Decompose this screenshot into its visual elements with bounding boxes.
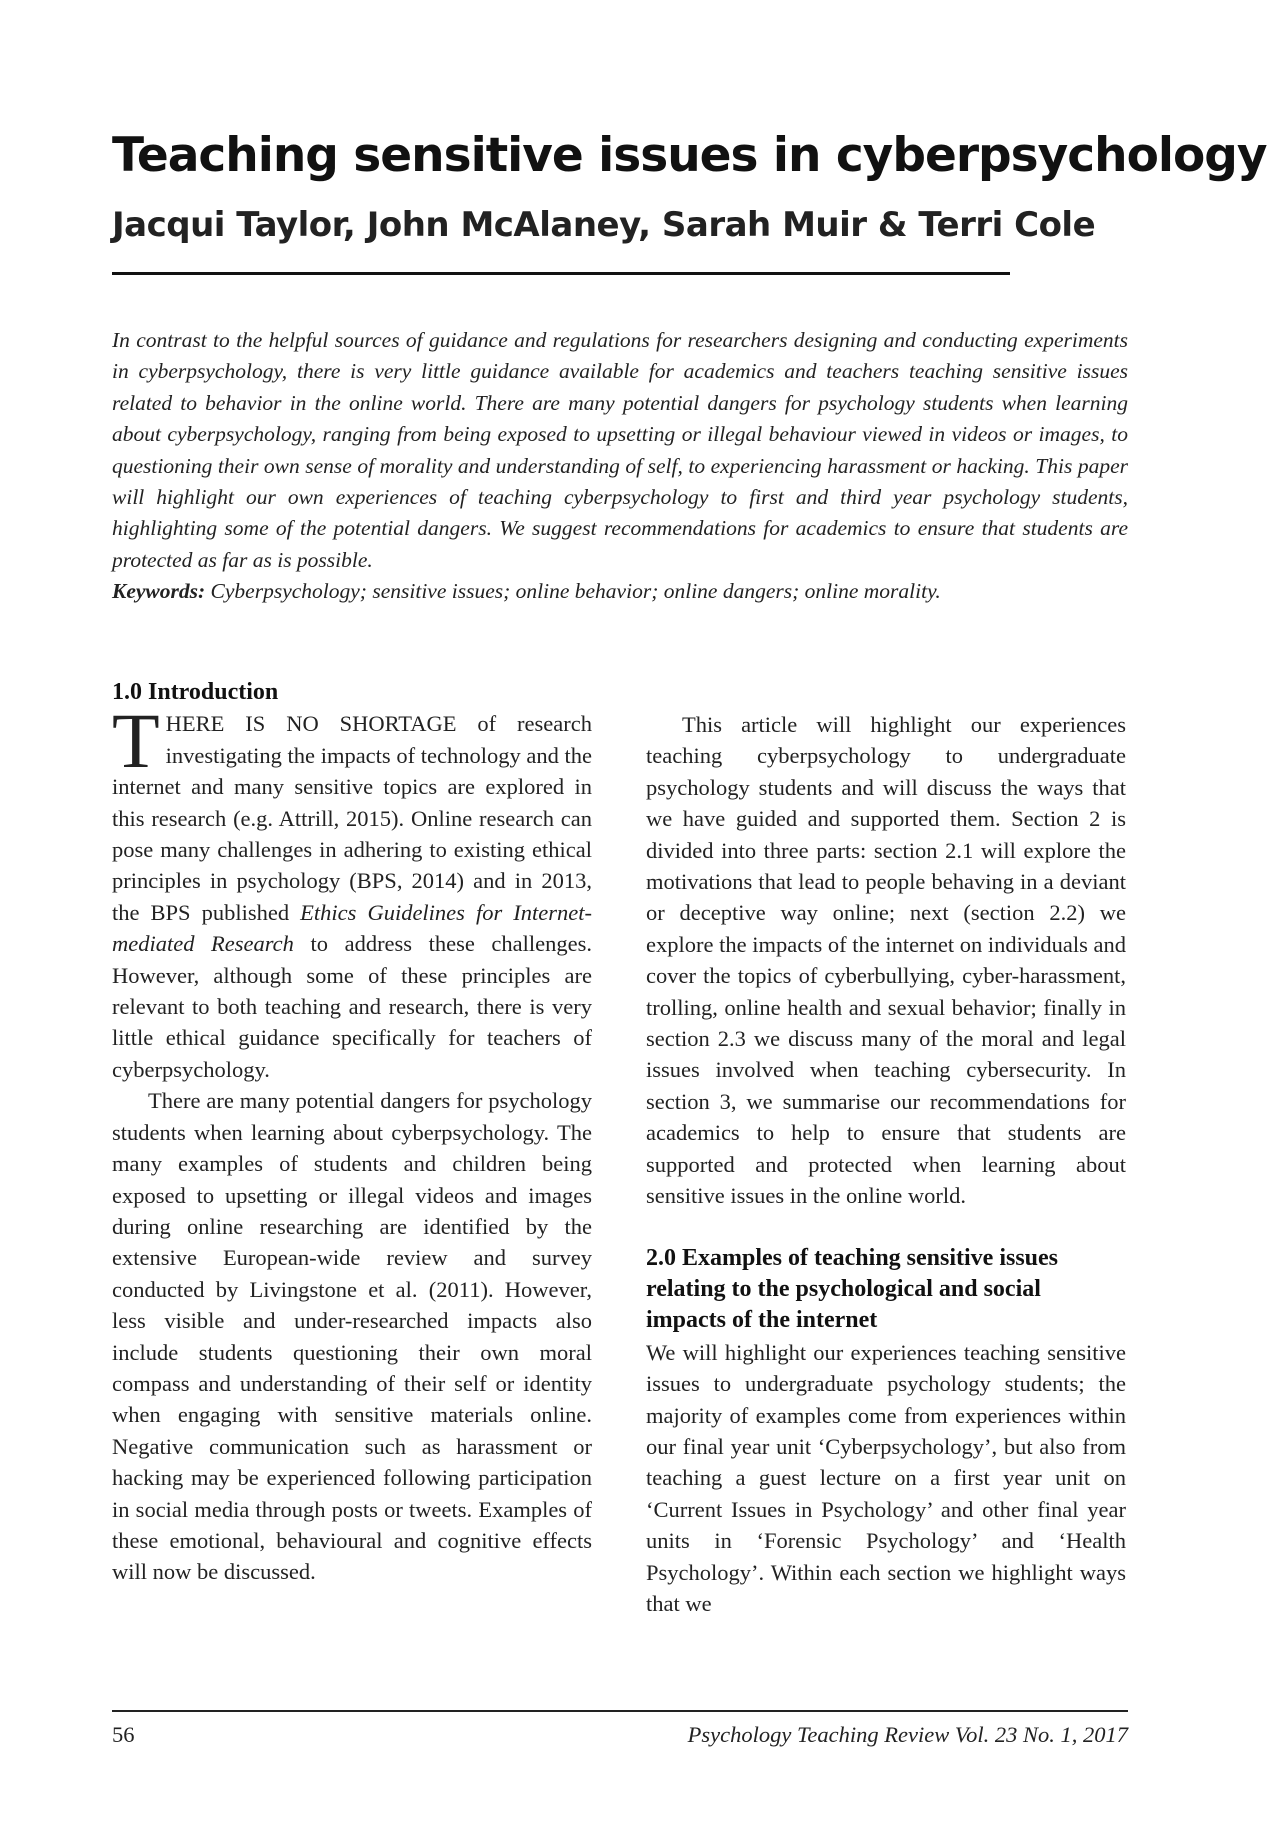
intro-paragraph-1-text-b: to address these challenges. However, although some of these principles are relevant to both teaching and research, there is very little ethical guidance specifically for teachers of cyberpsychology. — [112, 931, 593, 1082]
guidelines-title: Ethics Guidelines for Internet-mediated Research — [112, 899, 592, 957]
page-number: 56 — [112, 1722, 135, 1747]
intro-paragraph-1 — [112, 697, 593, 1085]
author-list: Jacqui Taylor, John McAlaney, Sarah Muir & Terri Cole — [112, 205, 1096, 245]
section-heading-introduction: 1.0 Introduction — [112, 679, 279, 705]
drop-cap: T — [112, 697, 160, 785]
lead-in-caps: HERE IS NO SHORTAGE — [165, 711, 457, 737]
intro-paragraph-3: This article will highlight our experiences teaching cyberpsychology to undergraduate psychology students and will discuss the ways that we have guided and supported them. Section 2 is divided into three parts: section 2.1 will explore the motivations that lead to people behaving in a deviant or deceptive way online; next (section 2.2) we explore the impacts of the internet on individuals and cover the topics of cyberbullying, cyber-harassment, trolling, online health and sexual behavior; finally in section 2.3 we discuss many of the moral and legal issues involved when teaching cybersecurity. In section 3, we summarise our recommendations for academics to help to ensure that students are supported and protected when learning about sensitive issues in the online world. — [646, 712, 1126, 1209]
intro-paragraph-2: There are many potential dangers for psychology students when learning about cyberpsychology. The many examples of students and children being exposed to upsetting or illegal videos and images during online researching are identified by the extensive European-wide review and survey conducted by Livingstone et al. (2011). However, less visible and under-researched impacts also include students questioning their own moral compass and understanding of their self or identity when engaging with sensitive materials online. Negative communication such as harassment or hacking may be experienced following participation in social media through posts or tweets. Examples of these emotional, behavioural and cognitive effects will now be discussed. — [112, 1088, 592, 1585]
footer-divider — [112, 1710, 1128, 1712]
intro-paragraph-1-text-a: of research investigating the impacts of technology and the internet and many sensitive topics are explored in this research (e.g. Attrill, 2015). Online research can pose many challenges in adhering to existing ethical principles in psychology (BPS, 2014) and in 2013, the BPS published — [112, 711, 592, 925]
section-heading-examples: 2.0 Examples of teaching sensitive issues relating to the psychological and social impacts of the internet — [646, 1244, 1059, 1334]
keywords-list: Cyberpsychology; sensitive issues; online behavior; online dangers; online morality. — [205, 579, 941, 604]
examples-paragraph-1: We will highlight our experiences teaching sensitive issues to undergraduate psychology students; the majority of examples come from experiences within our final year unit ‘Cyberpsychology’, but also from teaching a guest lecture on a first year unit on ‘Current Issues in Psychology’ and other final year units in ‘Forensic Psychology’ and ‘Health Psychology’. Within each section we highlight ways that we — [646, 1339, 1126, 1616]
section-gap — [646, 1212, 1126, 1243]
abstract-text: In contrast to the helpful sources of guidance and regulations for researchers designing and conducting experiments in cyberpsychology, there is very little guidance available for academics and teachers teaching sensitive issues related to behavior in the online world. There are many potential dangers for psychology students when learning about cyberpsychology, ranging from being exposed to upsetting or illegal behaviour viewed in videos or images, to questioning their own sense of morality and understanding of self, to experiencing harassment or hacking. This paper will highlight our own experiences of teaching cyberpsychology to first and third year psychology students, highlighting some of the potential dangers. We suggest recommendations for academics to ensure that students are protected as far as is possible. — [112, 328, 1128, 572]
title-divider — [112, 272, 1010, 275]
article-title: Teaching sensitive issues in cyberpsychology — [112, 128, 1267, 183]
journal-citation: Psychology Teaching Review Vol. 23 No. 1, 2017 — [687, 1722, 1128, 1747]
right-column — [646, 709, 1126, 1619]
keywords-label: Keywords: — [112, 579, 206, 604]
left-column — [112, 677, 592, 1588]
abstract — [112, 325, 1128, 608]
